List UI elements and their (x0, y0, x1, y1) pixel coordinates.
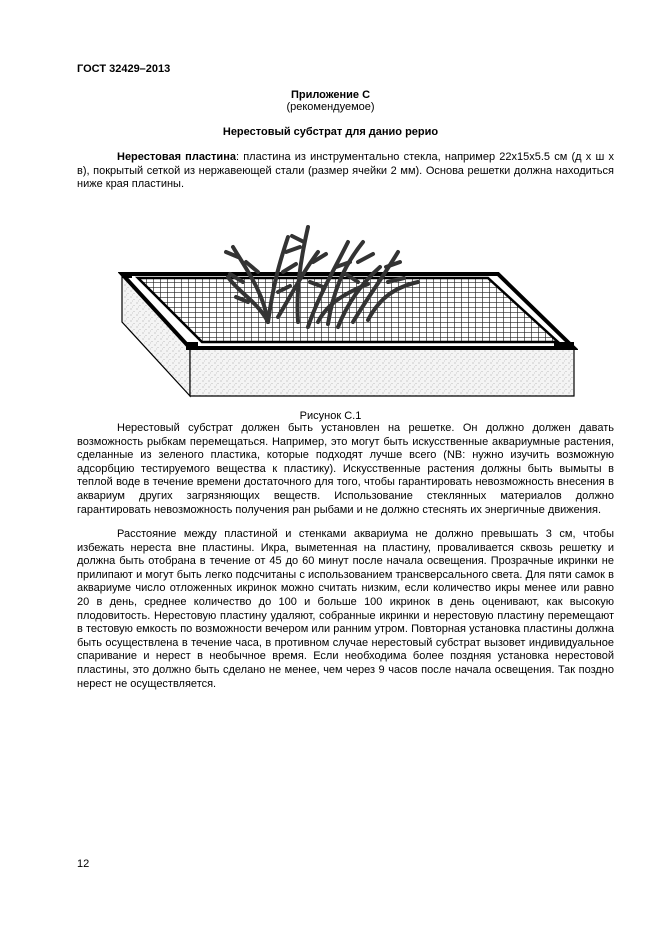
figure (118, 212, 578, 402)
figure-caption: Рисунок С.1 (299, 410, 362, 422)
corner-block-left (122, 272, 132, 278)
tray-front-face (190, 348, 574, 396)
spawning-substrate-illustration (118, 212, 578, 402)
page-number: 12 (77, 858, 90, 870)
paragraph-2: Расстояние между пластиной и стенками аквариума не должно превышать 3 см, чтобы избежать нереста вне пластины. Икра, выметенная на пластину, проваливается сквозь решетку и должна быть отобрана в течение от 45 до 60 минут после начала освещения. Прозрачные икринки не прилипают и могут быть легко подсчитаны с использованием трансверсального света. Для пяти самок в аквариуме число отложенных икринок можно считать низким, если количество икры менее или равно 20 в день, среднее количество до 100 и больше 100 икринок в день оценивают, как высокую плодовитость. Нерестовую пластину удаляют, собранные икринки и нерестовую пластину перемещают в тестовую емкость по возможности вечером или ранним утром. Повторная установка пластины должна быть осуществлена в течение часа, в противном случае нерестовый субстрат вызовет индивидуальное спаривание и нерест в необычное время. Если необходима более поздняя установка нерестовой пластины, это должно быть сделано не менее, чем через 9 часов после начала освещения. Так поздно нерест не осуществляется. (77, 528, 614, 690)
intro-paragraph (77, 151, 614, 192)
intro-term: Нерестовая пластина (117, 151, 236, 163)
paragraph-1: Нерестовый субстрат должен быть установлен на решетке. Он должно должен давать возможность рыбкам перемещаться. Например, это могут быть искусственные аквариумные растения, сделанные из зеленого пластика, которые подходят лучше всего (NB: нужно изучить возможную адсорбцию тестируемого вещества к пластику). Искусственные растения должны быть вымыты в теплой воде в течение времени достаточного для того, чтобы гарантировать невозможность внесения в аквариум других загрязняющих веществ. Использование стеклянных материалов должно гарантировать невозможность получения ран рыбами и не должно стеснять их энергичные движения. (77, 422, 614, 516)
intro-text: : пластина из инструментально стекла, например 22х15х5.5 см (д х ш х в), покрытый сеткой из нержавеющей стали (размер ячейки 2 мм). Основа решетки должна находиться ниже края пластины. (77, 151, 614, 191)
corner-block-front (186, 342, 198, 350)
appendix-subtitle: (рекомендуемое) (286, 101, 375, 113)
appendix-title: Приложение С (290, 89, 371, 101)
document-code: ГОСТ 32429–2013 (77, 63, 171, 75)
section-title: Нерестовый субстрат для данио рерио (222, 126, 439, 138)
corner-block-right (554, 342, 574, 350)
